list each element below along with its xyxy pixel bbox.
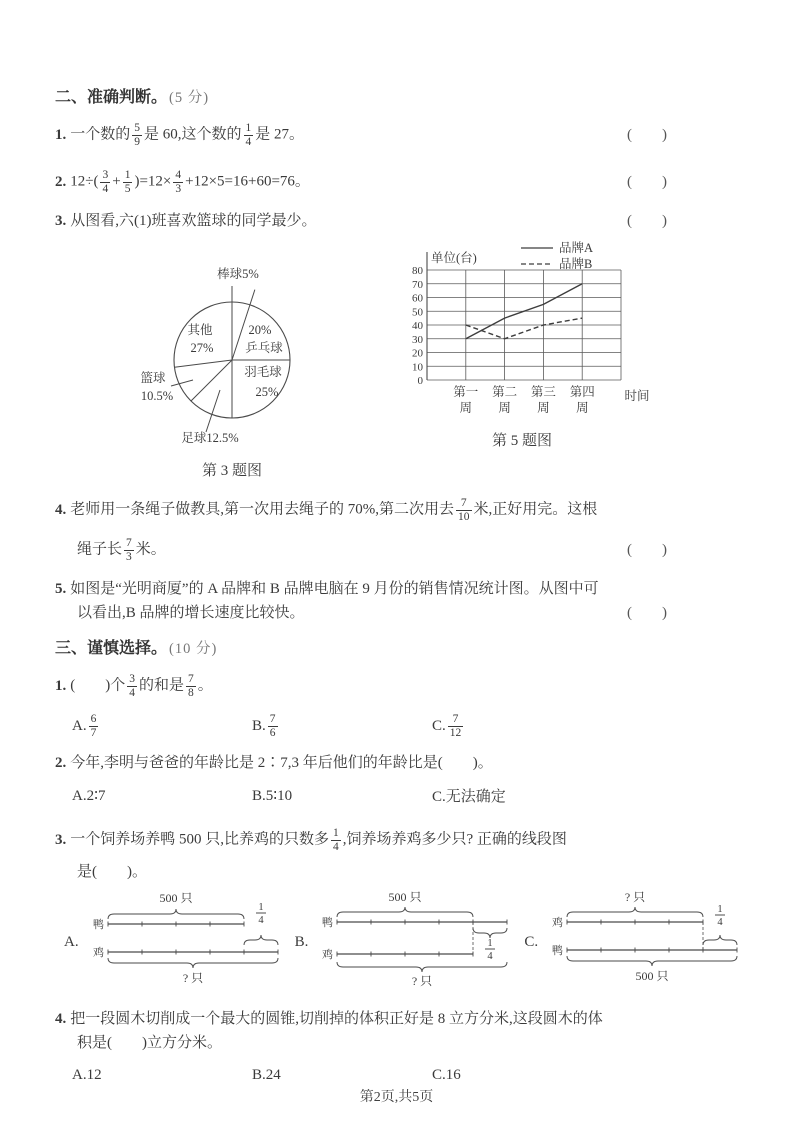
pie-chart-svg <box>117 240 347 452</box>
fraction: $\frac{5}{9}$ <box>134 121 141 148</box>
fraction: $\frac{6}{7}$ <box>90 712 97 739</box>
svg-text:羽毛球: 羽毛球 <box>244 365 282 379</box>
question-number: 1. <box>55 677 67 694</box>
judge-question-5 <box>55 577 745 625</box>
section3-header <box>55 635 745 658</box>
question-number: 2. <box>55 754 67 771</box>
choice-question-1 <box>55 666 745 741</box>
diagram-a-label: A. <box>64 934 79 950</box>
option-a: A.2∶7 <box>72 787 106 804</box>
fraction: $\frac{3}{4}$ <box>129 672 135 699</box>
fraction: $\frac{7}{3}$ <box>126 536 132 563</box>
segment-diagram-svg <box>80 888 286 992</box>
svg-text:10: 10 <box>412 361 423 374</box>
svg-text:乒乓球: 乒乓球 <box>245 341 283 355</box>
svg-text:10.5%: 10.5% <box>140 389 174 403</box>
question-text: 从图看,六(1)班喜欢篮球的同学最少。 <box>70 212 317 229</box>
option-a: A. $\frac{6}{7}$ <box>72 712 97 739</box>
judge-question-1 <box>55 115 745 155</box>
question-line <box>55 115 745 155</box>
svg-text:第四: 第四 <box>569 385 595 399</box>
question-line <box>55 490 745 530</box>
line-chart-svg <box>391 240 653 422</box>
svg-text:70: 70 <box>412 278 423 291</box>
question-number: 3. <box>55 212 67 229</box>
question-text: 一个饲养场养鸭 500 只,比养鸡的只数多 $\frac{1}{4}$ ,饲养场养鸡多少只? 正确的线段图 <box>70 826 567 853</box>
svg-text:鸭: 鸭 <box>552 945 564 957</box>
svg-text:? 只: ? 只 <box>412 974 433 988</box>
section2-header <box>55 84 745 107</box>
question-line <box>55 162 745 202</box>
question-number: 1. <box>55 126 67 143</box>
question-number: 4. <box>55 1010 67 1027</box>
diagram-a-figure <box>80 888 286 997</box>
svg-text:棒球5%: 棒球5% <box>217 267 259 281</box>
svg-text:足球12.5%: 足球12.5% <box>181 431 239 445</box>
fraction: $\frac{7}{12}$ <box>449 712 462 739</box>
judge-question-2 <box>55 162 745 202</box>
svg-text:30: 30 <box>412 333 423 346</box>
question-line <box>55 666 745 706</box>
options-row <box>55 711 745 741</box>
svg-text:25%: 25% <box>255 385 279 399</box>
question-text: 以看出,B 品牌的增长速度比较快。 <box>77 604 305 621</box>
diagram-option-b <box>286 888 516 997</box>
option-c: C. $\frac{7}{12}$ <box>432 712 462 739</box>
svg-text:鸭: 鸭 <box>322 917 334 929</box>
answer-blank: ( ) <box>627 212 667 229</box>
fraction: $\frac{1}{4}$ <box>333 826 339 853</box>
svg-text:20%: 20% <box>248 323 272 337</box>
svg-text:500 只: 500 只 <box>635 969 669 983</box>
pie-figure <box>117 240 347 480</box>
choice-question-2 <box>55 751 745 810</box>
question-text: ( )个 $\frac{3}{4}$ 的和是 $\frac{7}{8}$ 。 <box>70 672 213 699</box>
segment-diagram-svg <box>539 888 745 992</box>
question-line <box>55 530 745 570</box>
answer-blank: ( ) <box>627 126 667 143</box>
fraction: $\frac{7}{10}$ <box>458 496 470 523</box>
question-text: 一个数的 $\frac{5}{9}$ 是 60,这个数的 $\frac{1}{4}$ 是 27。 <box>70 121 305 148</box>
question-line <box>55 860 745 884</box>
svg-text:周: 周 <box>459 401 473 415</box>
option-c: C.16 <box>432 1066 461 1083</box>
svg-text:? 只: ? 只 <box>624 890 646 904</box>
svg-text:其他: 其他 <box>187 323 213 337</box>
answer-blank: ( ) <box>627 541 667 558</box>
fraction: $\frac{3}{4}$ <box>102 168 109 195</box>
fraction: $\frac{7}{8}$ <box>188 672 194 699</box>
svg-text:4: 4 <box>717 917 723 928</box>
options-row <box>55 780 745 810</box>
question-line <box>55 1031 745 1055</box>
svg-text:1: 1 <box>487 938 493 949</box>
figures-row <box>55 240 745 480</box>
svg-text:鸡: 鸡 <box>92 947 104 959</box>
question-text: 是( )。 <box>77 863 147 880</box>
svg-text:4: 4 <box>487 951 493 962</box>
answer-blank: ( ) <box>627 604 667 621</box>
question-text: 积是( )立方分米。 <box>77 1034 222 1051</box>
svg-text:时间: 时间 <box>624 389 650 403</box>
option-c: C.无法确定 <box>432 788 506 805</box>
diagram-c-figure <box>539 888 745 997</box>
section3-points: (10 分) <box>169 641 218 657</box>
choice-question-3 <box>55 820 745 997</box>
choice-question-4 <box>55 1007 745 1090</box>
svg-text:50: 50 <box>412 306 423 319</box>
svg-text:第二: 第二 <box>492 385 518 399</box>
question-line <box>55 1007 745 1031</box>
pie-chart-caption: 第 3 题图 <box>201 463 262 479</box>
question-text: 把一段圆木切削成一个最大的圆锥,切削掉的体积正好是 8 立方分米,这段圆木的体 <box>70 1010 603 1027</box>
segment-diagrams-row <box>55 888 745 997</box>
svg-text:鸡: 鸡 <box>322 949 334 961</box>
svg-text:品牌B: 品牌B <box>559 257 593 271</box>
question-line <box>55 209 745 233</box>
option-b: B.5∶10 <box>252 787 293 804</box>
option-b: B. $\frac{7}{6}$ <box>252 712 276 739</box>
question-text: 绳子长 $\frac{7}{3}$ 米。 <box>77 536 166 563</box>
question-text: 老师用一条绳子做教具,第一次用去绳子的 70%,第二次用去 $\frac{7}{10}$ 米,正好用完。这根 <box>70 496 598 523</box>
svg-text:第三: 第三 <box>530 385 556 399</box>
svg-text:篮球: 篮球 <box>140 371 166 385</box>
line-chart <box>391 240 653 427</box>
svg-text:500 只: 500 只 <box>159 891 193 905</box>
fraction: $\frac{4}{3}$ <box>175 168 182 195</box>
diagram-b-figure <box>309 888 515 997</box>
question-line <box>55 577 745 601</box>
fraction: $\frac{7}{6}$ <box>269 712 276 739</box>
pie-chart <box>117 240 347 457</box>
answer-blank: ( ) <box>627 173 667 190</box>
svg-text:品牌A: 品牌A <box>559 241 594 255</box>
svg-text:500 只: 500 只 <box>388 890 422 904</box>
line-chart-caption: 第 5 题图 <box>491 433 552 449</box>
svg-text:1: 1 <box>257 902 264 913</box>
svg-text:? 只: ? 只 <box>182 971 203 985</box>
svg-text:第一: 第一 <box>453 385 479 399</box>
svg-text:0: 0 <box>417 375 423 387</box>
option-a: A.12 <box>72 1066 102 1083</box>
svg-text:27%: 27% <box>190 341 214 355</box>
diagram-option-a <box>55 888 286 997</box>
svg-text:80: 80 <box>412 265 423 277</box>
svg-text:鸡: 鸡 <box>552 917 564 929</box>
svg-text:单位(台): 单位(台) <box>431 251 477 265</box>
question-text: 12÷( $\frac{3}{4}$ + $\frac{1}{5}$ )=12× $\frac{4}{3}$ +12×5=16+60=76。 <box>70 168 310 195</box>
svg-text:4: 4 <box>257 915 264 926</box>
question-text: 如图是“光明商厦”的 A 品牌和 B 品牌电脑在 9 月份的销售情况统计图。从图中可 <box>70 580 599 597</box>
diagram-b-label: B. <box>294 934 309 950</box>
segment-diagram-svg <box>309 888 515 992</box>
question-number: 2. <box>55 173 67 190</box>
fraction: $\frac{1}{4}$ <box>245 121 252 148</box>
svg-text:周: 周 <box>537 401 550 415</box>
option-b: B.24 <box>252 1066 281 1083</box>
question-line <box>55 820 745 860</box>
question-number: 4. <box>55 501 67 518</box>
svg-text:鸭: 鸭 <box>92 919 104 931</box>
section3-title: 三、谨慎选择。 <box>55 640 168 657</box>
svg-text:1: 1 <box>717 904 723 915</box>
page-footer: 第2页,共5页 <box>359 1090 434 1105</box>
judge-question-3 <box>55 209 745 233</box>
svg-text:20: 20 <box>412 347 423 360</box>
judge-question-4 <box>55 490 745 570</box>
question-line <box>55 751 745 775</box>
question-number: 3. <box>55 831 67 848</box>
fraction: $\frac{1}{5}$ <box>124 168 131 195</box>
question-number: 5. <box>55 580 67 597</box>
diagram-c-label: C. <box>524 934 539 950</box>
section2-title: 二、准确判断。 <box>55 89 168 106</box>
question-text: 今年,李明与爸爸的年龄比是 2∶7,3 年后他们的年龄比是( )。 <box>70 754 493 771</box>
section2-points: (5 分) <box>169 90 210 106</box>
diagram-option-c <box>515 888 745 997</box>
line-figure <box>391 240 653 450</box>
svg-text:60: 60 <box>412 292 423 305</box>
svg-text:40: 40 <box>412 320 423 332</box>
page-content <box>55 84 745 1100</box>
svg-text:周: 周 <box>575 401 589 415</box>
question-line <box>55 601 745 625</box>
svg-text:周: 周 <box>498 401 511 415</box>
